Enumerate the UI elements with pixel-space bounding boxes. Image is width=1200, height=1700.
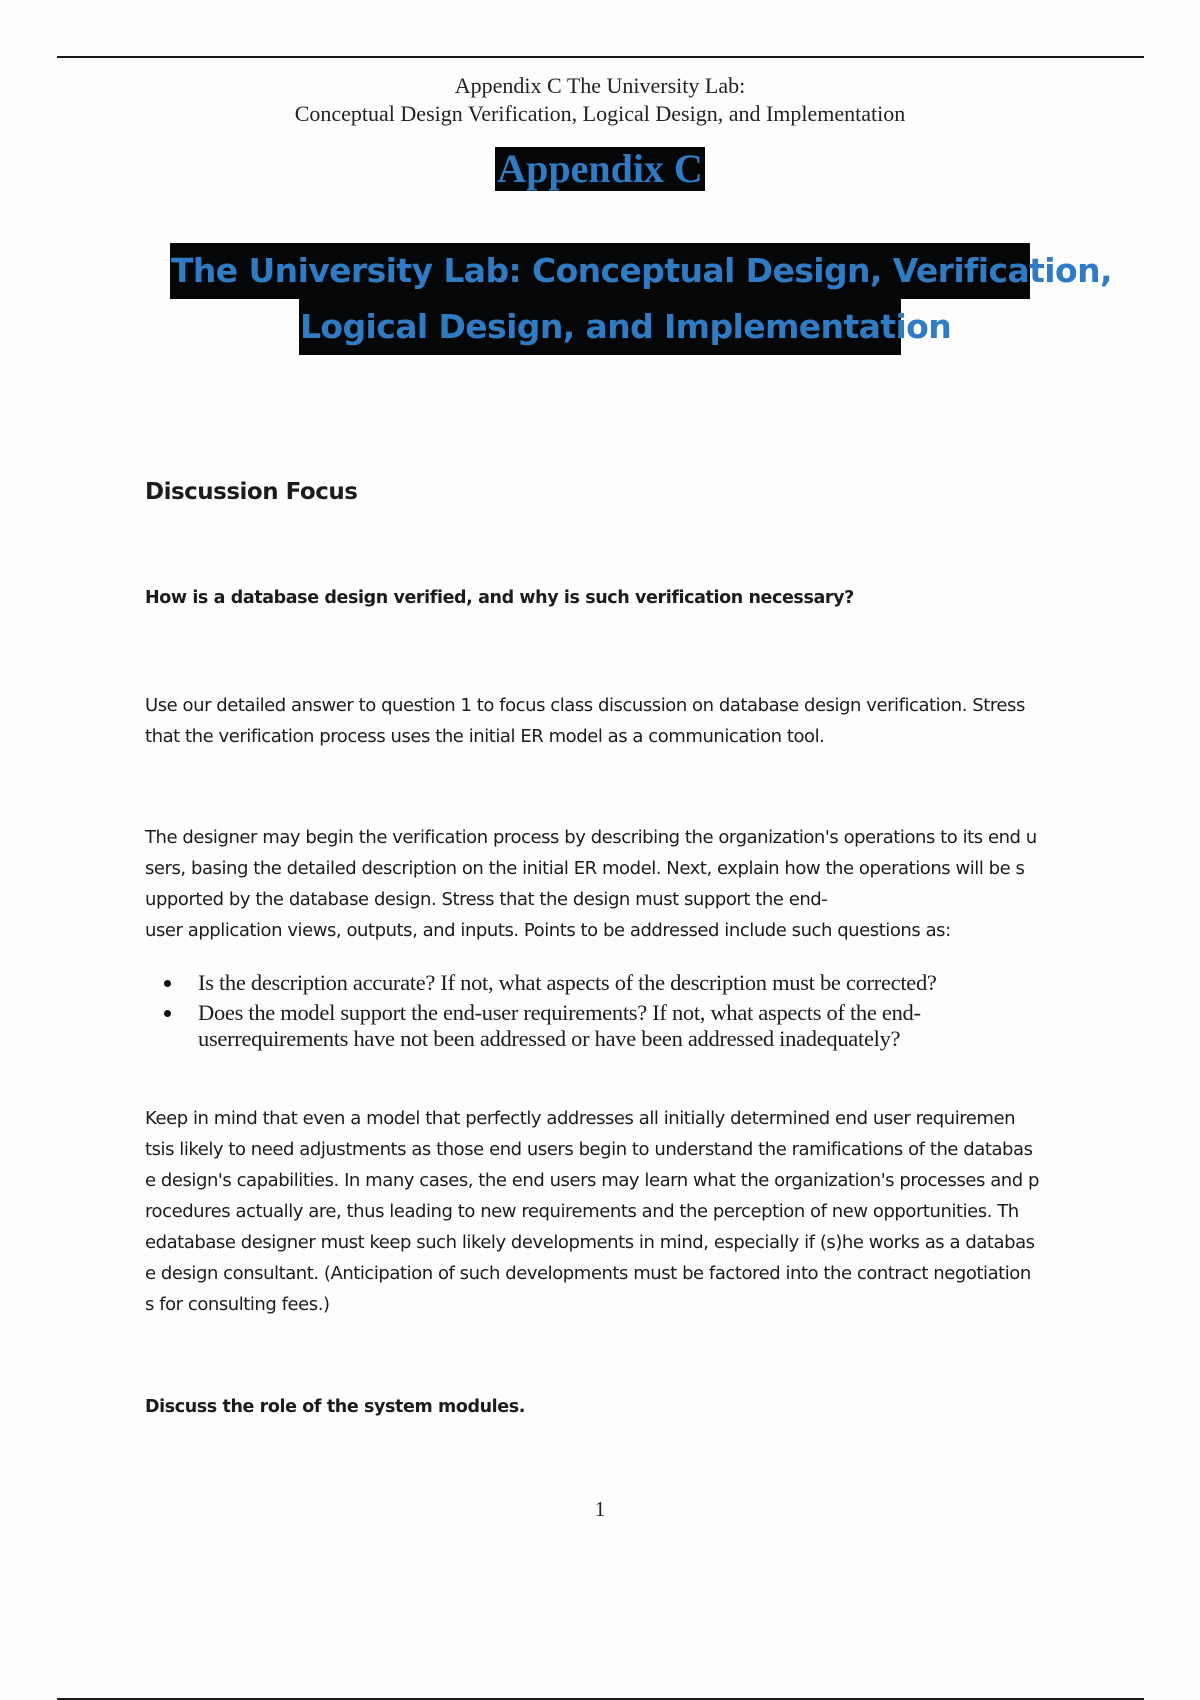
bullet-dot-icon (164, 1010, 171, 1017)
bullet-text: Does the model support the end-user requirements? If not, what aspects of the end- (198, 1000, 921, 1025)
running-header-line-1: Appendix C The University Lab: (454, 73, 746, 98)
paragraph-line: user application views, outputs, and inputs. Points to be addressed include such questions as: (145, 920, 951, 941)
paragraph-3 (145, 1103, 1085, 1320)
paragraph-line: e design's capabilities. In many cases, the end users may learn what the organization's processes and p (145, 1170, 1039, 1191)
running-header-line-2: Conceptual Design Verification, Logical Design, and Implementation (294, 101, 906, 126)
main-title-line-2: Logical Design, and Implementation (299, 299, 901, 355)
paragraph-1 (145, 690, 1085, 752)
paragraph-line: sers, basing the detailed description on the initial ER model. Next, explain how the operations will be s (145, 858, 1025, 879)
paragraph-line: Use our detailed answer to question 1 to focus class discussion on database design verification. Stress (145, 695, 1025, 716)
discussion-question-2: Discuss the role of the system modules. (145, 1397, 525, 1417)
paragraph-line: s for consulting fees.) (145, 1294, 330, 1315)
bullet-dot-icon (164, 980, 171, 987)
paragraph-line: edatabase designer must keep such likely developments in mind, especially if (s)he works as a databas (145, 1232, 1035, 1253)
paragraph-2 (145, 822, 1085, 946)
paragraph-line: rocedures actually are, thus leading to new requirements and the perception of new opportunities. Th (145, 1201, 1019, 1222)
discussion-question-1: How is a database design verified, and why is such verification necessary? (145, 588, 854, 608)
bullet-text: Is the description accurate? If not, what aspects of the description must be corrected? (198, 970, 937, 995)
paragraph-line: The designer may begin the verification process by describing the organization's operations to its end u (145, 827, 1037, 848)
top-header-rule (57, 56, 1144, 58)
main-title (0, 243, 1200, 355)
paragraph-line: Keep in mind that even a model that perfectly addresses all initially determined end user requiremen (145, 1108, 1016, 1129)
page-number: 1 (594, 1497, 606, 1521)
section-heading: Discussion Focus (145, 479, 358, 505)
paragraph-line: upported by the database design. Stress that the design must support the end- (145, 889, 828, 910)
bullet-list (160, 970, 1060, 1056)
paragraph-line: e design consultant. (Anticipation of such developments must be factored into the contract negotiation (145, 1263, 1031, 1284)
appendix-label: Appendix C (497, 146, 703, 191)
bullet-text: userrequirements have not been addressed or have been addressed inadequately? (198, 1026, 901, 1051)
main-title-line-1: The University Lab: Conceptual Design, Verification, (170, 243, 1030, 299)
appendix-label-container (0, 147, 1200, 191)
running-header (0, 72, 1200, 128)
bullet-item (160, 1000, 1060, 1052)
paragraph-line: tsis likely to need adjustments as those end users begin to understand the ramifications of the databas (145, 1139, 1033, 1160)
bullet-item (160, 970, 1060, 996)
paragraph-line: that the verification process uses the initial ER model as a communication tool. (145, 726, 825, 747)
